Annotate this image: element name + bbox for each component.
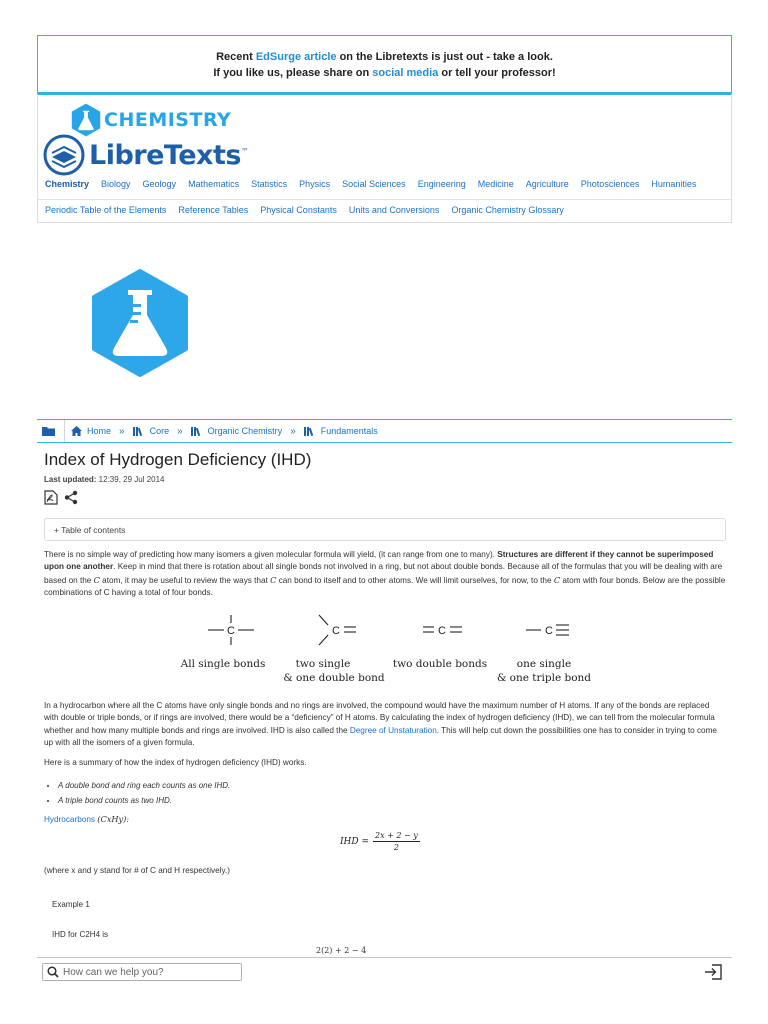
plus-icon: + xyxy=(54,525,62,535)
updated-label: Last updated: xyxy=(44,475,97,484)
math-c: C xyxy=(270,574,277,585)
tools-nav xyxy=(45,205,576,215)
banner-text: or tell your professor! xyxy=(438,67,556,79)
bond-label-one-single: one single xyxy=(516,658,572,670)
nav-photosciences[interactable]: Photosciences xyxy=(580,179,640,189)
formula-fraction xyxy=(373,831,420,852)
text: . This will help cut down the possibilities one has to consider in trying to come up with all the isomers of a given formula. xyxy=(44,725,717,747)
breadcrumb-fundamentals[interactable] xyxy=(304,426,378,436)
breadcrumb-label: Fundamentals xyxy=(320,426,378,436)
nav-social-sciences[interactable]: Social Sciences xyxy=(342,179,406,189)
breadcrumb-label: Core xyxy=(149,426,170,436)
bond-label-one-triple: & one triple bond xyxy=(496,672,592,684)
text: . Keep in mind that there is rotation about all single bonds not involved in a ring, but not about double bonds. Because all of the formulas that you will be dealing with are based on the xyxy=(44,562,723,585)
books-icon xyxy=(133,426,145,436)
page-title: Index of Hydrogen Deficiency (IHD) xyxy=(44,450,312,469)
emphasis-text: Structures are different if they cannot be superimposed upon one another xyxy=(44,550,714,572)
hydrocarbon-formula: (CxHy): xyxy=(97,814,130,824)
search-box[interactable] xyxy=(42,963,242,981)
nav-agriculture[interactable]: Agriculture xyxy=(525,179,569,189)
announcement-banner xyxy=(37,35,732,93)
nav-reference-tables[interactable]: Reference Tables xyxy=(178,205,249,215)
last-updated xyxy=(44,475,165,484)
breadcrumb-home[interactable] xyxy=(71,426,111,436)
books-icon xyxy=(304,426,316,436)
breadcrumb-organic-chemistry[interactable] xyxy=(191,426,283,436)
bond-label-two-single: two single xyxy=(295,658,351,670)
ihd-formula xyxy=(340,831,420,852)
nav-physics[interactable]: Physics xyxy=(299,179,331,189)
intro-paragraph xyxy=(44,549,726,599)
edsurge-link[interactable]: EdSurge article xyxy=(255,51,337,63)
atom-c-label: C xyxy=(227,625,235,637)
hydrocarbons-link[interactable]: Hydrocarbons xyxy=(44,815,95,824)
bond-label-two-double: two double bonds xyxy=(392,658,488,670)
search-icon[interactable] xyxy=(47,966,59,978)
folder-icon[interactable] xyxy=(37,420,65,442)
text: There is no simple way of predicting how many isomers a given molecular formula will yield, (it can range from one to many). xyxy=(44,550,498,559)
formula-denominator: 2 xyxy=(393,843,399,852)
breadcrumb xyxy=(37,419,732,443)
nav-periodic-table[interactable]: Periodic Table of the Elements xyxy=(45,205,167,215)
banner-text: on the Libretexts is just out - take a look. xyxy=(336,51,553,63)
nav-medicine[interactable]: Medicine xyxy=(477,179,514,189)
degree-of-unsaturation-link[interactable]: Degree of Unstaturation xyxy=(349,725,437,735)
nav-divider xyxy=(38,199,731,200)
chemistry-library-logo[interactable] xyxy=(70,103,231,137)
nav-mathematics[interactable]: Mathematics xyxy=(188,179,240,189)
breadcrumb-separator: » xyxy=(290,425,296,437)
example-text: IHD for C2H4 is xyxy=(52,930,109,939)
banner-line-2 xyxy=(38,65,731,81)
text: can bond to itself and to other atoms. We will limit ourselves, for now, to the xyxy=(276,575,554,585)
banner-text: Recent xyxy=(216,51,256,63)
deficiency-paragraph xyxy=(44,700,726,749)
site-header xyxy=(37,93,732,223)
social-media-link[interactable]: social media xyxy=(372,67,439,79)
nav-biology[interactable]: Biology xyxy=(101,179,131,189)
nav-units-conversions[interactable]: Units and Conversions xyxy=(348,205,440,215)
toc-label: Table of contents xyxy=(61,525,126,535)
math-c: C xyxy=(553,574,561,585)
sign-in-icon[interactable] xyxy=(704,964,722,980)
bond-label-all-single: All single bonds xyxy=(180,658,266,670)
atom-c-label: C xyxy=(545,625,553,637)
formula-lhs: IHD = xyxy=(340,836,370,847)
libretexts-books-icon xyxy=(43,134,85,176)
chemistry-flask-logo-icon xyxy=(90,268,190,378)
share-icon[interactable] xyxy=(64,490,78,505)
page-tools xyxy=(44,490,78,505)
nav-physical-constants[interactable]: Physical Constants xyxy=(260,205,337,215)
formula-numerator: 2x + 2 − y xyxy=(375,831,418,840)
nav-chemistry[interactable]: Chemistry xyxy=(45,179,90,189)
list-item: • A double bond and ring each counts as one IHD. xyxy=(58,778,230,793)
nav-statistics[interactable]: Statistics xyxy=(251,179,288,189)
flask-icon xyxy=(70,103,102,137)
updated-value: 12:39, 29 Jul 2014 xyxy=(96,475,165,484)
nav-geology[interactable]: Geology xyxy=(142,179,177,189)
breadcrumb-label: Organic Chemistry xyxy=(207,426,283,436)
banner-line-1 xyxy=(38,49,731,65)
pdf-icon[interactable] xyxy=(44,490,58,505)
example-heading: Example 1 xyxy=(52,900,90,909)
bottom-search-bar xyxy=(37,957,732,986)
breadcrumb-separator: » xyxy=(177,425,183,437)
subject-nav xyxy=(45,179,708,189)
breadcrumb-label: Home xyxy=(87,426,112,436)
library-name: CHEMISTRY xyxy=(104,109,232,131)
libretexts-logo[interactable] xyxy=(43,133,248,177)
hydrocarbons-line xyxy=(44,813,726,826)
bond-label-one-double: & one double bond xyxy=(283,672,385,684)
partial-formula: 2(2) + 2 − 4 xyxy=(316,946,367,955)
nav-organic-glossary[interactable]: Organic Chemistry Glossary xyxy=(451,205,564,215)
nav-engineering[interactable]: Engineering xyxy=(417,179,466,189)
text: atom, it may be useful to review the ways that xyxy=(99,575,271,585)
math-c: C xyxy=(93,574,100,585)
books-icon xyxy=(191,426,203,436)
brand-text: LibreTexts xyxy=(89,139,241,171)
where-note: (where x and y stand for # of C and H respectively.) xyxy=(44,866,230,875)
banner-text: If you like us, please share on xyxy=(213,67,373,79)
table-of-contents-toggle[interactable] xyxy=(44,518,726,541)
home-icon xyxy=(71,426,82,436)
text: atom with four bonds. Below are the possible combinations of C having a total of four bonds. xyxy=(44,575,726,597)
breadcrumb-separator: » xyxy=(119,425,125,437)
summary-intro: Here is a summary of how the index of hydrogen deficiency (IHD) works. xyxy=(44,758,307,767)
ihd-rules-list xyxy=(56,778,230,808)
search-input[interactable] xyxy=(63,967,233,978)
breadcrumb-core[interactable] xyxy=(133,426,170,436)
brand-name xyxy=(89,140,248,171)
trademark: ™ xyxy=(240,146,249,156)
atom-c-label: C xyxy=(332,625,340,637)
atom-c-label: C xyxy=(438,625,446,637)
nav-humanities[interactable]: Humanities xyxy=(651,179,697,189)
list-item: • A triple bond counts as two IHD. xyxy=(58,793,230,808)
carbon-bond-combinations-figure xyxy=(176,605,596,689)
text: In a hydrocarbon where all the C atoms have only single bonds and no rings are involved, the compound would have the maximum number of H atoms. If any of the bonds are replaced with double or triple bonds, or if rings are involved, there would be a “deficiency” of H atoms. By calculating the index of hydrogen deficiency (IHD), we can tell from the molecular formula whether and how many multiple bonds and rings are involved. IHD is also called the xyxy=(44,701,715,735)
